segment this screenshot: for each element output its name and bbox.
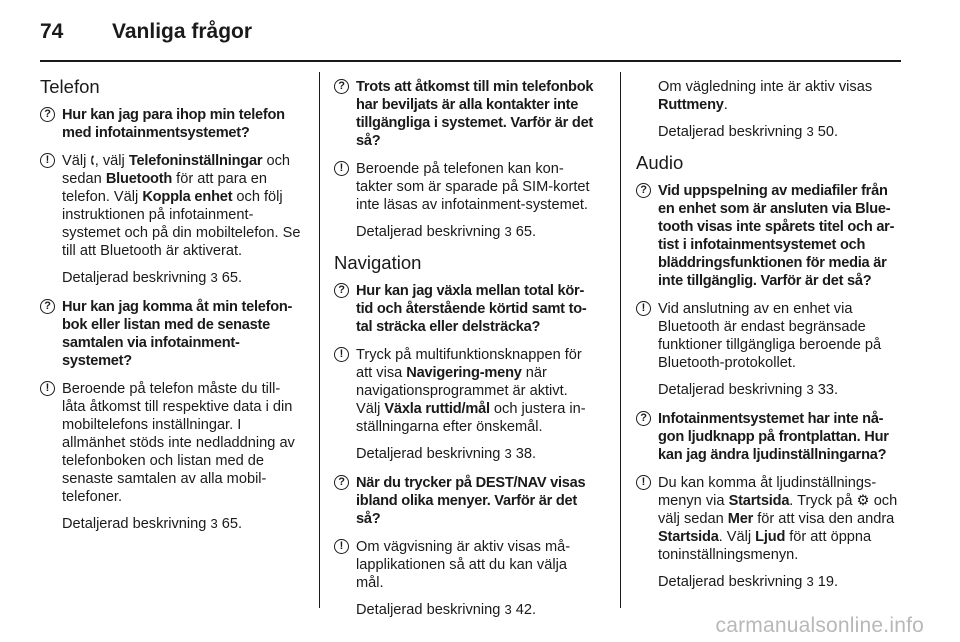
menu-term: Ljud bbox=[755, 529, 786, 545]
answer-text: . bbox=[723, 97, 728, 113]
answer-text: Tryck på multifunktionsknappen för att visa bbox=[356, 347, 582, 381]
detail-reference bbox=[334, 601, 596, 619]
menu-term: Navigering-meny bbox=[406, 365, 522, 381]
question-icon: ? bbox=[40, 107, 55, 122]
faq-question bbox=[334, 474, 596, 528]
page-ref: 65. bbox=[515, 224, 537, 240]
faq-answer bbox=[636, 300, 898, 372]
reference-arrow-icon: 3 bbox=[806, 574, 814, 589]
page-ref: 65. bbox=[221, 270, 243, 286]
detail-reference bbox=[636, 381, 898, 399]
question-icon: ? bbox=[334, 79, 349, 94]
answer-icon: ! bbox=[334, 347, 349, 362]
question-icon: ? bbox=[40, 299, 55, 314]
faq-answer bbox=[334, 346, 596, 436]
reference-arrow-icon: 3 bbox=[504, 446, 512, 461]
answer-text: för att visa den andra bbox=[753, 511, 895, 527]
question-text: Vid uppspelning av mediafiler från en enhet som är ansluten via Blue-tooth visas inte spårets titel och ar-tist i infotainmentsystemet och bläddringsfunktionen för media är inte tillgänglig. Varför är det så? bbox=[658, 183, 895, 289]
question-icon: ? bbox=[334, 283, 349, 298]
detail-reference bbox=[40, 269, 302, 287]
answer-text: och justera in-ställningarna efter önskemål. bbox=[356, 401, 586, 435]
page-ref: 65. bbox=[221, 516, 243, 532]
answer-text: och följ instruktionen på infotainment-systemet och på din mobiltelefon. Se till att Bluetooth är aktiverat. bbox=[62, 189, 301, 259]
reference-arrow-icon: 3 bbox=[210, 270, 218, 285]
menu-term: Mer bbox=[727, 511, 754, 527]
detail-label: Detaljerad beskrivning bbox=[658, 124, 803, 140]
answer-text: Om vägvisning är aktiv visas må-lapplikationen så att du kan välja mål. bbox=[356, 539, 571, 591]
answer-text: . Välj bbox=[718, 529, 756, 545]
page-ref: 42. bbox=[515, 602, 537, 618]
faq-answer bbox=[636, 474, 898, 564]
menu-term: Telefoninställningar bbox=[128, 153, 263, 169]
answer-text: för att para en telefon. Välj bbox=[62, 171, 268, 205]
menu-term: Bluetooth bbox=[105, 171, 173, 187]
menu-term: Startsida bbox=[728, 493, 790, 509]
answer-text: Vid anslutning av en enhet via Bluetooth är endast begränsade funktioner tillgängliga beroende på Bluetooth-protokollet. bbox=[658, 301, 882, 371]
question-text: Hur kan jag växla mellan total kör-tid och återstående körtid samt to-tal sträcka eller delsträcka? bbox=[356, 283, 587, 335]
page-ref: 19. bbox=[817, 574, 839, 590]
answer-text: . Tryck på bbox=[789, 493, 857, 509]
detail-label: Detaljerad beskrivning bbox=[658, 382, 803, 398]
faq-answer bbox=[334, 538, 596, 592]
page-header bbox=[40, 20, 252, 50]
column-divider bbox=[319, 72, 320, 608]
settings-icon: ⚙ bbox=[856, 493, 870, 509]
detail-label: Detaljerad beskrivning bbox=[62, 516, 207, 532]
question-text: Infotainmentsystemet har inte nå-gon ljudknapp på frontplattan. Hur kan jag ändra ljudinställningarna? bbox=[658, 411, 889, 463]
phone-icon: 🕻 bbox=[90, 153, 95, 169]
detail-reference bbox=[636, 123, 898, 141]
section-heading-telefon: Telefon bbox=[40, 76, 100, 97]
question-icon: ? bbox=[334, 475, 349, 490]
answer-text: Om vägledning inte är aktiv visas bbox=[658, 79, 873, 95]
answer-text: när navigationsprogrammet är aktivt. Välj bbox=[356, 365, 568, 417]
menu-term: Startsida bbox=[658, 529, 719, 545]
answer-text: och välj sedan bbox=[658, 493, 898, 527]
answer-icon: ! bbox=[636, 475, 651, 490]
column-1 bbox=[40, 70, 302, 544]
faq-answer bbox=[334, 160, 596, 214]
reference-arrow-icon: 3 bbox=[504, 224, 512, 239]
detail-reference bbox=[636, 573, 898, 591]
detail-label: Detaljerad beskrivning bbox=[356, 446, 501, 462]
reference-arrow-icon: 3 bbox=[806, 382, 814, 397]
section-heading-audio: Audio bbox=[636, 152, 684, 173]
faq-question bbox=[636, 182, 898, 290]
detail-label: Detaljerad beskrivning bbox=[356, 224, 501, 240]
answer-text: för att öppna toninställningsmenyn. bbox=[658, 529, 872, 563]
page-title: Vanliga frågor bbox=[112, 20, 253, 43]
page-ref: 33. bbox=[817, 382, 839, 398]
detail-reference bbox=[334, 445, 596, 463]
answer-icon: ! bbox=[636, 301, 651, 316]
section-heading-navigation: Navigation bbox=[334, 252, 422, 273]
question-icon: ? bbox=[636, 411, 651, 426]
reference-arrow-icon: 3 bbox=[806, 124, 814, 139]
answer-text: Beroende på telefon måste du till-låta åtkomst till respektive data i din mobiltelefons inställningar. I allmänhet stöds inte nedladdning av telefonboken och listan med de senaste samtalen av alla mobil-telefoner. bbox=[62, 381, 295, 505]
faq-question bbox=[636, 410, 898, 464]
column-2 bbox=[334, 70, 596, 630]
continued-answer bbox=[636, 78, 898, 114]
column-3 bbox=[636, 70, 898, 602]
answer-text: Du kan komma åt ljudinställnings-menyn via bbox=[658, 475, 877, 509]
faq-question bbox=[40, 298, 302, 370]
answer-text: Beroende på telefonen kan kon-takter som är sparade på SIM-kortet inte läsas av infotainment-systemet. bbox=[356, 161, 590, 213]
answer-text: Välj bbox=[62, 153, 91, 169]
answer-text: , välj bbox=[94, 153, 129, 169]
menu-term: Koppla enhet bbox=[142, 189, 233, 205]
question-text: När du trycker på DEST/NAV visas ibland olika menyer. Varför är det så? bbox=[356, 475, 586, 527]
answer-icon: ! bbox=[334, 161, 349, 176]
faq-question bbox=[334, 78, 596, 150]
page-ref: 50. bbox=[817, 124, 839, 140]
faq-question bbox=[40, 106, 302, 142]
detail-label: Detaljerad beskrivning bbox=[658, 574, 803, 590]
question-icon: ? bbox=[636, 183, 651, 198]
watermark: carmanualsonline.info bbox=[715, 614, 924, 637]
faq-answer bbox=[40, 152, 302, 260]
reference-arrow-icon: 3 bbox=[210, 516, 218, 531]
question-text: Trots att åtkomst till min telefonbok har beviljats är alla kontakter inte tillgängliga i systemet. Varför är det så? bbox=[356, 79, 594, 149]
reference-arrow-icon: 3 bbox=[504, 602, 512, 617]
detail-reference bbox=[334, 223, 596, 241]
answer-icon: ! bbox=[40, 153, 55, 168]
faq-question bbox=[334, 282, 596, 336]
detail-reference bbox=[40, 515, 302, 533]
answer-text: och sedan bbox=[62, 153, 291, 187]
page-number: 74 bbox=[40, 20, 64, 43]
detail-label: Detaljerad beskrivning bbox=[62, 270, 207, 286]
question-text: Hur kan jag para ihop min telefon med infotainmentsystemet? bbox=[62, 107, 285, 141]
question-text: Hur kan jag komma åt min telefon-bok eller listan med de senaste samtalen via infotainment-systemet? bbox=[62, 299, 293, 369]
page-ref: 38. bbox=[515, 446, 537, 462]
column-divider bbox=[620, 72, 621, 608]
menu-term: Växla ruttid/mål bbox=[384, 401, 490, 417]
answer-icon: ! bbox=[334, 539, 349, 554]
answer-icon: ! bbox=[40, 381, 55, 396]
menu-term: Ruttmeny bbox=[658, 97, 724, 113]
header-rule bbox=[40, 60, 901, 62]
detail-label: Detaljerad beskrivning bbox=[356, 602, 501, 618]
faq-answer bbox=[40, 380, 302, 506]
